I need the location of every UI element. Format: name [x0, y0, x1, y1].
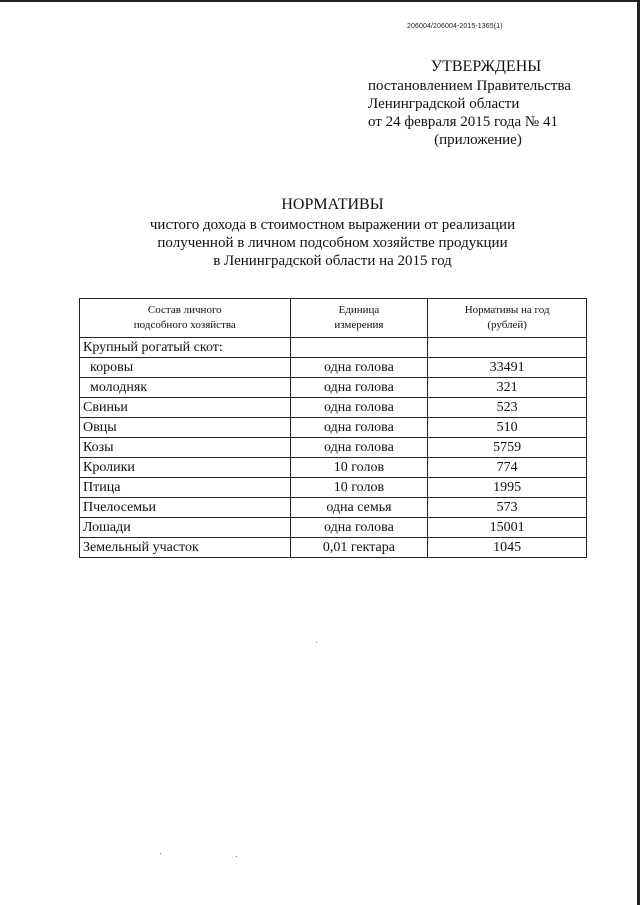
table-row [80, 378, 587, 398]
row-name: Земельный участок [80, 538, 291, 558]
row-unit [290, 338, 428, 358]
header-unit-line-2: измерения [334, 319, 384, 331]
table-row [80, 338, 587, 358]
row-name: молодняк [80, 378, 291, 398]
table-row [80, 518, 587, 538]
scan-speck [316, 642, 317, 643]
row-name: коровы [80, 358, 291, 378]
row-unit: одна голова [290, 378, 428, 398]
row-value: 774 [428, 458, 587, 478]
row-value: 33491 [428, 358, 587, 378]
row-value: 1995 [428, 478, 587, 498]
row-unit: одна семья [290, 498, 428, 518]
row-unit: одна голова [290, 438, 428, 458]
header-composition [80, 299, 291, 338]
header-composition-line-2: подсобного хозяйства [133, 319, 236, 331]
header-unit [290, 299, 428, 338]
row-unit: 10 голов [290, 478, 428, 498]
table-row [80, 358, 587, 378]
row-unit: одна голова [290, 418, 428, 438]
row-value: 5759 [428, 438, 587, 458]
row-value: 523 [428, 398, 587, 418]
scan-speck [160, 853, 161, 854]
row-unit: 10 голов [290, 458, 428, 478]
row-unit: одна голова [290, 358, 428, 378]
scan-edge-top [0, 0, 640, 2]
approval-line-1: постановлением Правительства [368, 78, 571, 94]
header-unit-line-1: Единица [338, 304, 380, 316]
row-name: Кролики [80, 458, 291, 478]
approval-line-2: Ленинградской области [368, 96, 520, 112]
document-title: НОРМАТИВЫ [281, 196, 384, 213]
table-row [80, 398, 587, 418]
row-value: 573 [428, 498, 587, 518]
header-norm-line-2: (рублей) [487, 319, 527, 331]
header-composition-line-1: Состав личного [147, 304, 222, 316]
approval-heading: УТВЕРЖДЕНЫ [430, 58, 542, 75]
scan-speck [236, 856, 237, 857]
table-row [80, 458, 587, 478]
row-name: Козы [80, 438, 291, 458]
row-unit: одна голова [290, 518, 428, 538]
row-unit: одна голова [290, 398, 428, 418]
row-name: Свиньи [80, 398, 291, 418]
row-name: Лошади [80, 518, 291, 538]
table-row [80, 418, 587, 438]
table-row [80, 498, 587, 518]
row-value: 510 [428, 418, 587, 438]
row-name: Пчелосемьи [80, 498, 291, 518]
row-value: 1045 [428, 538, 587, 558]
row-name: Овцы [80, 418, 291, 438]
approval-block [368, 58, 588, 149]
approval-line-4: (приложение) [434, 132, 522, 148]
title-line-2: полученной в личном подсобном хозяйстве продукции [157, 235, 508, 251]
row-name: Крупный рогатый скот: [80, 338, 291, 358]
table-row [80, 438, 587, 458]
row-value: 321 [428, 378, 587, 398]
table-header-row [80, 299, 587, 338]
title-line-1: чистого дохода в стоимостном выражении от реализации [149, 217, 516, 233]
approval-line-3: от 24 февраля 2015 года № 41 [368, 114, 558, 130]
row-value: 15001 [428, 518, 587, 538]
row-name: Птица [80, 478, 291, 498]
header-norm-line-1: Нормативы на год [464, 304, 550, 316]
norms-table [79, 298, 587, 558]
header-norm [428, 299, 587, 338]
title-block [80, 196, 585, 270]
table-row [80, 538, 587, 558]
document-id: 206004/206004-2015-1365(1) [407, 23, 503, 30]
title-line-3: в Ленинградской области на 2015 год [213, 253, 452, 269]
row-value [428, 338, 587, 358]
table-row [80, 478, 587, 498]
row-unit: 0,01 гектара [290, 538, 428, 558]
